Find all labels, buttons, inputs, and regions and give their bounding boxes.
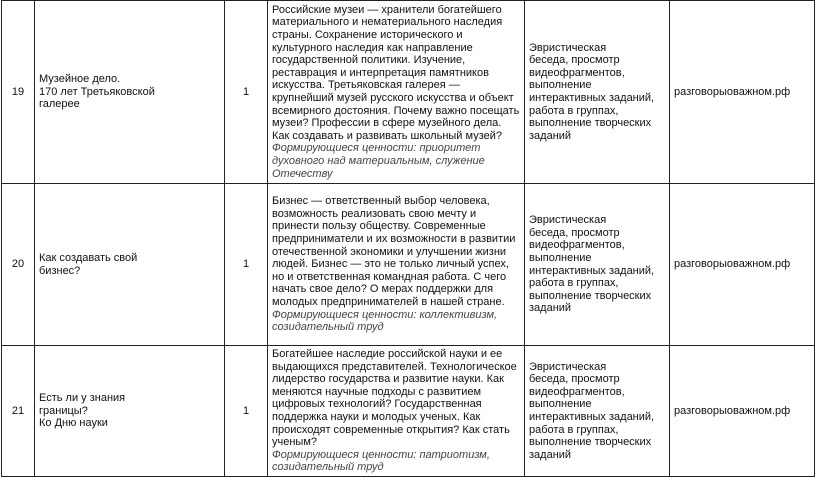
curriculum-table — [1, 0, 815, 477]
lesson-number: 19 — [2, 1, 35, 184]
lesson-number: 21 — [2, 346, 35, 477]
table-row — [2, 1, 815, 184]
lesson-values: Формирующиеся ценности: патриотизм, созидательный труд — [272, 448, 490, 474]
activity-forms: Эвристическая беседа, просмотр видеофрагментов, выполнение интерактивных заданий, работа в группах, выполнение творческих заданий — [525, 184, 670, 346]
resource-site: разговорыоважном.рф — [670, 346, 815, 477]
table-row — [2, 346, 815, 477]
lesson-content-cell — [268, 1, 525, 184]
lesson-title: Музейное дело. 170 лет Третьяковской галерее — [35, 1, 225, 184]
lesson-title: Как создавать свой бизнес? — [35, 184, 225, 346]
lesson-number: 20 — [2, 184, 35, 346]
lesson-content-cell — [268, 346, 525, 477]
lesson-content: Российские музеи — хранители богатейшего материального и нематериального наследия страны. Сохранение исторического и культурного наследия как направление государственной политики. Изучение, реставрация и интерпретация памятников искусства. Третьяковская галерея — крупнейший музей русского искусства и объект всемирного достояния. Почему важно посещать музеи? Профессии в сфере музейного дела. Как создавать и развивать школьный музей? — [272, 3, 520, 142]
activity-forms: Эвристическая беседа, просмотр видеофрагментов, выполнение интерактивных заданий, работа в группах, выполнение творческих заданий — [525, 346, 670, 477]
table-row — [2, 184, 815, 346]
resource-site: разговорыоважном.рф — [670, 1, 815, 184]
lesson-hours: 1 — [225, 346, 268, 477]
lesson-content: Богатейшее наследие российской науки и ее выдающихся представителей. Технологическое лидерство государства и развитие науки. Как меняются научные подходы с развитием цифровых технологий? Государственная поддержка науки и молодых ученых. Как происходят современные открытия? Как стать ученым? — [272, 348, 517, 449]
lesson-hours: 1 — [225, 1, 268, 184]
activity-forms: Эвристическая беседа, просмотр видеофрагментов, выполнение интерактивных заданий, работа в группах, выполнение творческих заданий — [525, 1, 670, 184]
lesson-content-cell — [268, 184, 525, 346]
resource-site: разговорыоважном.рф — [670, 184, 815, 346]
lesson-hours: 1 — [225, 184, 268, 346]
lesson-values: Формирующиеся ценности: приоритет духовного над материальным, служение Отечеству — [272, 142, 485, 180]
lesson-content: Бизнес — ответственный выбор человека, возможность реализовать свою мечту и принести пользу обществу. Современные предприниматели и их возможности в развитии отечественной экономики и улучшении жизни людей. Бизнес — это не только личный успех, но и ответственная командная работа. С чего начать свое дело? О мерах поддержки для молодых предпринимателей в нашей стране. — [272, 195, 516, 308]
lesson-title: Есть ли у знания границы? Ко Дню науки — [35, 346, 225, 477]
lesson-values: Формирующиеся ценности: коллективизм, созидательный труд — [272, 308, 498, 334]
